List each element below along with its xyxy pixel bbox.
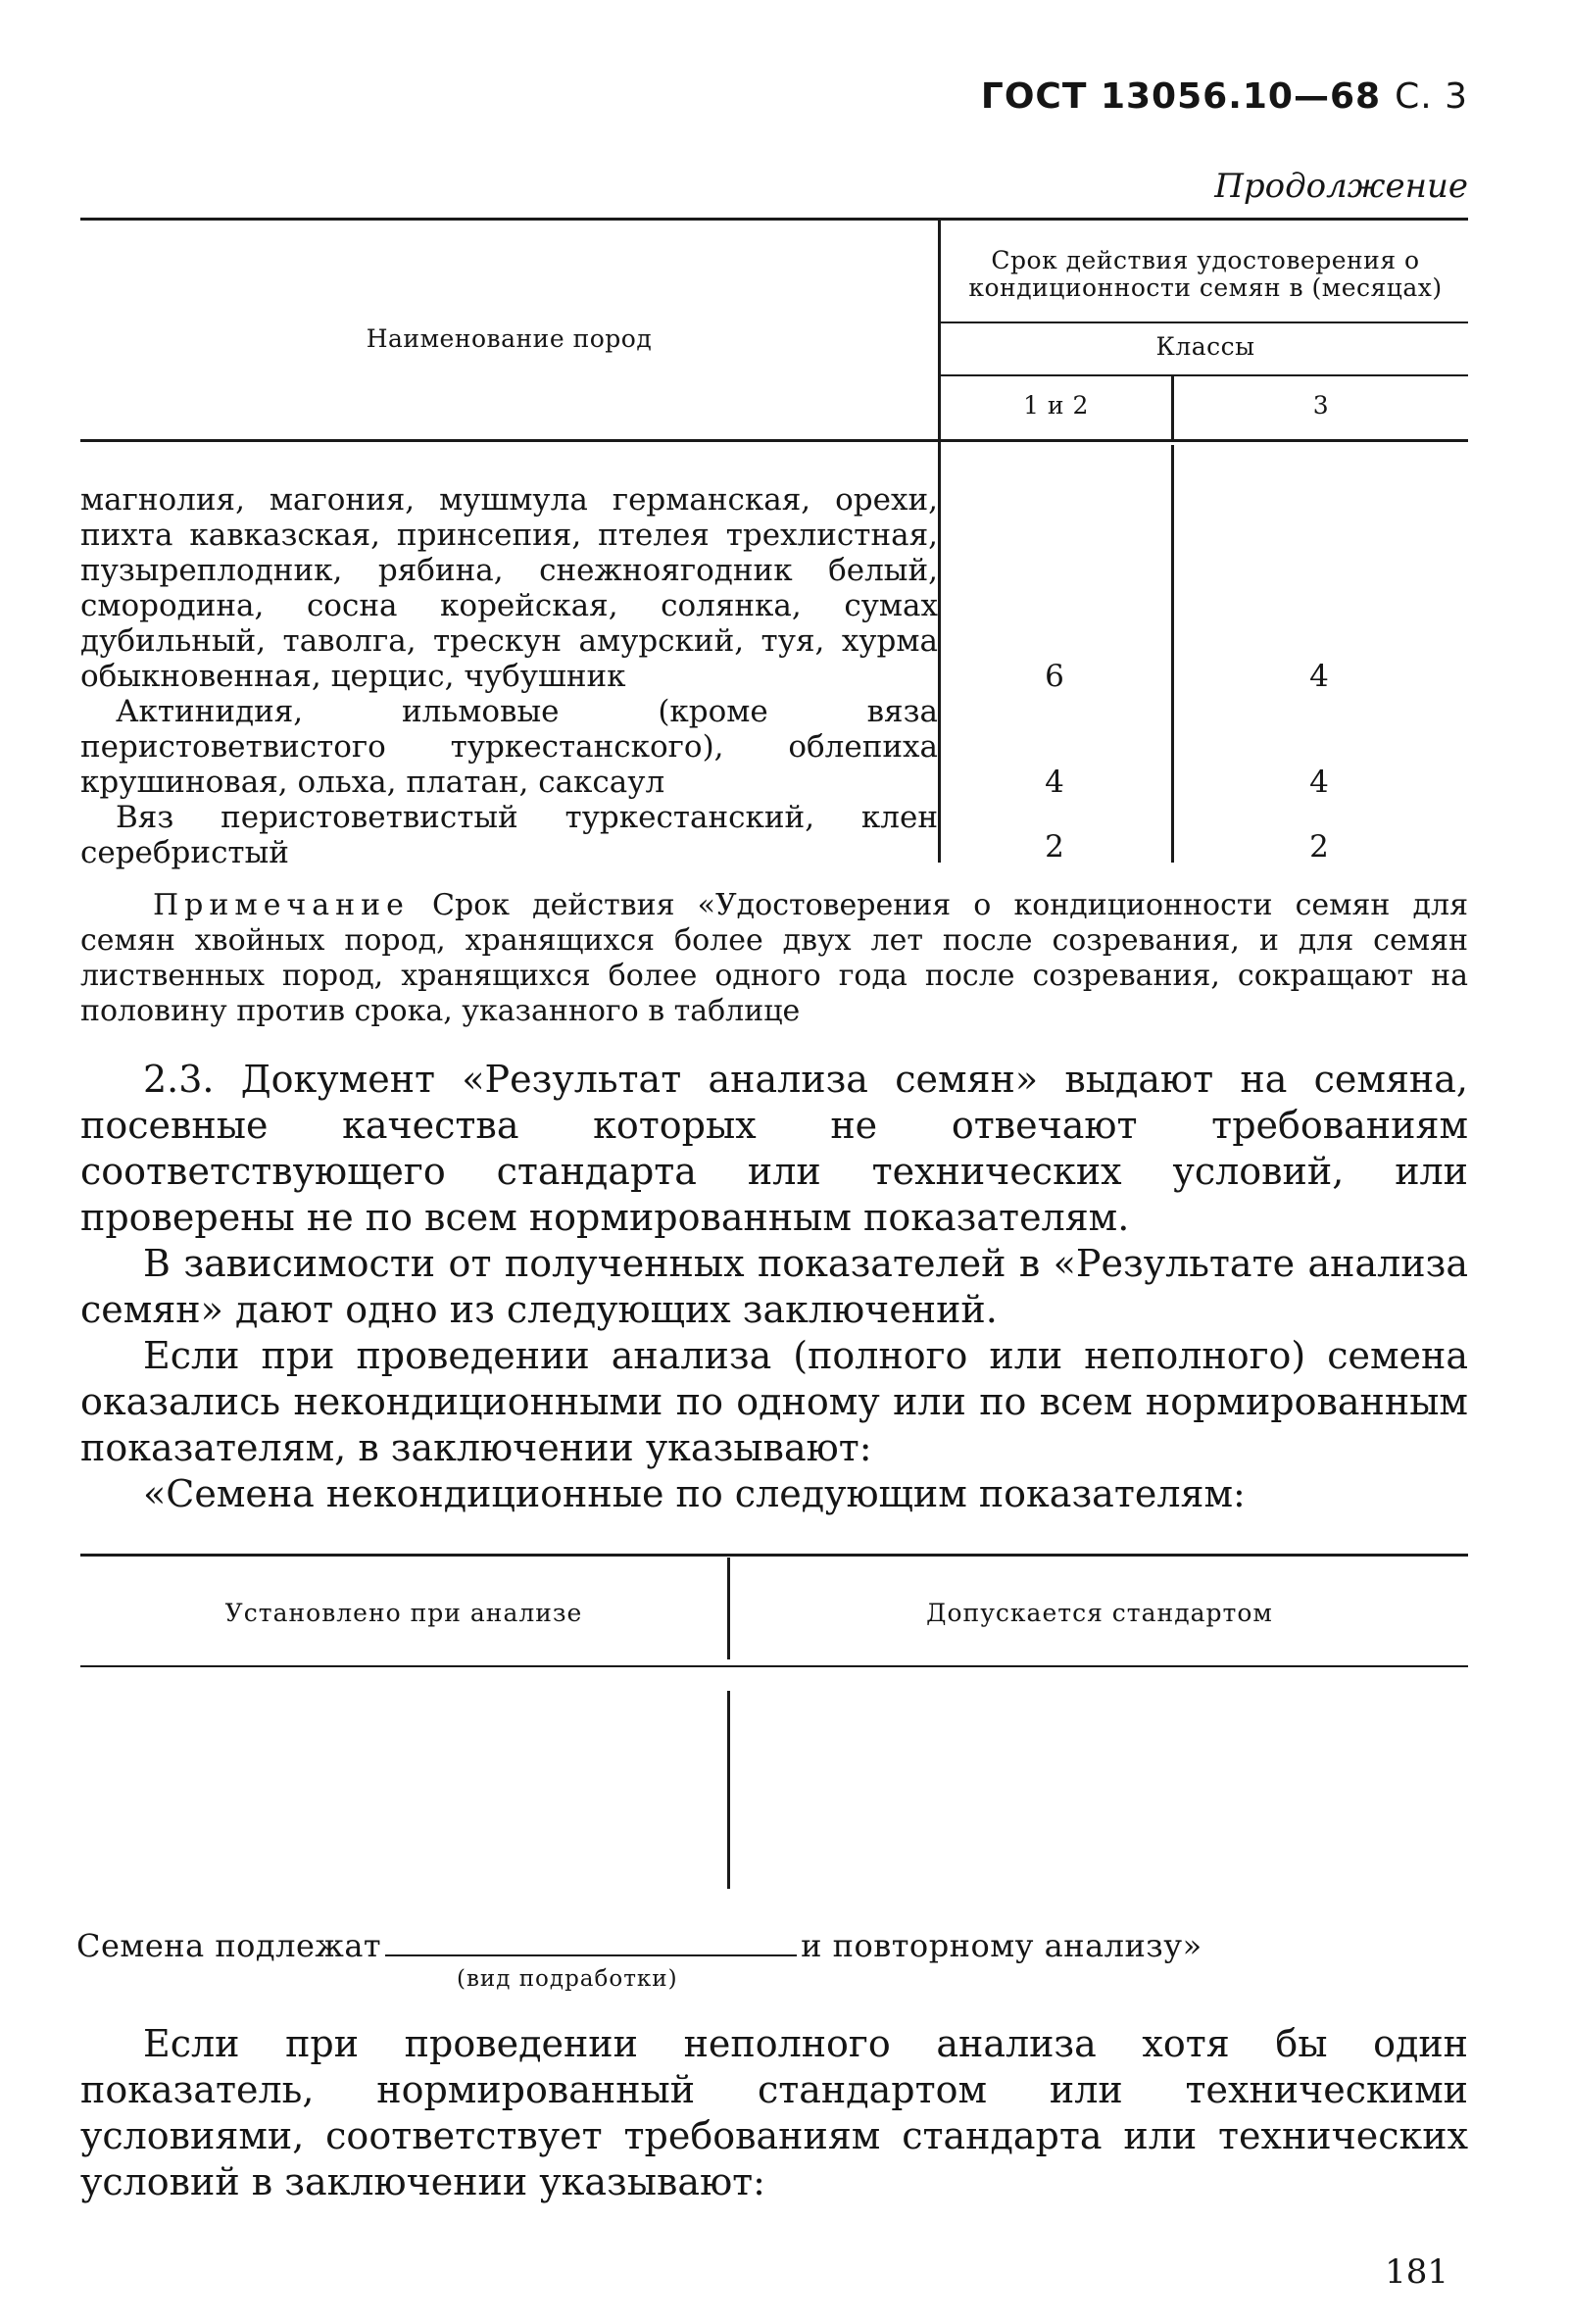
standard-code: ГОСТ 13056.10—68 xyxy=(980,76,1382,117)
col-header-class-1-2: 1 и 2 xyxy=(1023,391,1089,420)
table-note xyxy=(80,888,1468,1029)
page-number: 181 xyxy=(1385,2252,1448,2292)
subject-before: Семена подлежат xyxy=(76,1927,382,1964)
indicators-divider-top xyxy=(727,1558,730,1659)
col-header-classes: Классы xyxy=(1155,332,1255,361)
indicators-table xyxy=(80,1554,1468,1897)
row-3-class-1-2: 2 xyxy=(1045,829,1064,865)
table-top-rule xyxy=(80,218,1468,221)
indicators-header-rule xyxy=(80,1665,1468,1667)
page-header xyxy=(981,76,1468,117)
page-label: С. 3 xyxy=(1395,76,1468,117)
subject-after: и повторному анализу» xyxy=(801,1927,1202,1964)
table-row-2-name: Актинидия, ильмовые (кроме вяза перистоветвистого туркестанского), облепиха крушиновая, ольха, платан, саксаул xyxy=(80,694,938,800)
col-header-found: Установлено при анализе xyxy=(224,1599,583,1627)
paragraph-quote-start: «Семена некондиционные по следующим показателям: xyxy=(143,1472,1246,1515)
term-table xyxy=(80,218,1468,868)
col-header-class-3: 3 xyxy=(1312,391,1330,420)
classes-header-rule xyxy=(938,374,1468,376)
table-rows xyxy=(80,482,938,870)
paragraph-2-3: 2.3. Документ «Результат анализа семян» выдают на семяна, посевные качества которых не отвечают требованиям соответствующего стандарта или технических условий, или проверены не по всем нормированным показателям. xyxy=(80,1058,1468,1239)
subject-line xyxy=(76,1927,1202,1964)
paragraph-noncompliant: Если при проведении анализа (полного или неполного) семена оказались некондиционными по одному или по всем нормированным показателям, в заключении указывают: xyxy=(80,1334,1468,1469)
table-col-divider-1 xyxy=(938,220,941,863)
note-label: Примечание xyxy=(153,888,410,922)
continuation-label: Продолжение xyxy=(1214,167,1468,206)
col-header-name: Наименование пород xyxy=(366,324,653,353)
blank-field-caption: (вид подработки) xyxy=(457,1966,678,1992)
table-row-1-name: магнолия, магония, мушмула германская, орехи, пихта кавказская, принсепия, птелея трехлистная, пузыреплодник, рябина, снежноягодник белый, смородина, сосна корейская, солянка, сумах дубильный, таволга, трескун амурский, туя, хурма обыкновенная, церцис, чубушник xyxy=(80,482,938,694)
indicators-top-rule xyxy=(80,1554,1468,1557)
paragraph-dependency: В зависимости от полученных показателей в «Результате анализа семян» дают одно из следующих заключений. xyxy=(80,1242,1468,1331)
table-col-divider-2-body xyxy=(1171,445,1174,863)
row-1-class-1-2: 6 xyxy=(1045,659,1064,694)
term-header-rule xyxy=(938,321,1468,323)
table-row-3-name: Вяз перистоветвистый туркестанский, клен серебристый xyxy=(80,800,938,870)
final-text xyxy=(80,2021,1468,2205)
body-text xyxy=(80,1057,1468,1517)
row-1-class-3: 4 xyxy=(1309,659,1329,694)
col-header-allowed: Допускается стандартом xyxy=(926,1599,1273,1627)
header-bottom-rule xyxy=(80,439,1468,442)
row-2-class-1-2: 4 xyxy=(1045,765,1064,800)
note-text: Срок действия «Удостоверения о кондиционности семян для семян хвойных пород, хранящихся более двух лет после созревания, и для семян лиственных пород, хранящихся более одного года после созревания, сокращают на половину против срока, указанного в таблице xyxy=(80,888,1468,1028)
col-header-term: Срок действия удостоверения о кондиционности семян в (месяцах) xyxy=(968,246,1443,302)
row-2-class-3: 4 xyxy=(1309,765,1329,800)
paragraph-partial-analysis: Если при проведении неполного анализа хотя бы один показатель, нормированный стандартом или техническими условиями, соответствует требованиям стандарта или технических условий в заключении указывают: xyxy=(80,2022,1468,2203)
blank-field xyxy=(385,1933,797,1956)
indicators-divider-body xyxy=(727,1691,730,1889)
row-3-class-3: 2 xyxy=(1309,829,1329,865)
